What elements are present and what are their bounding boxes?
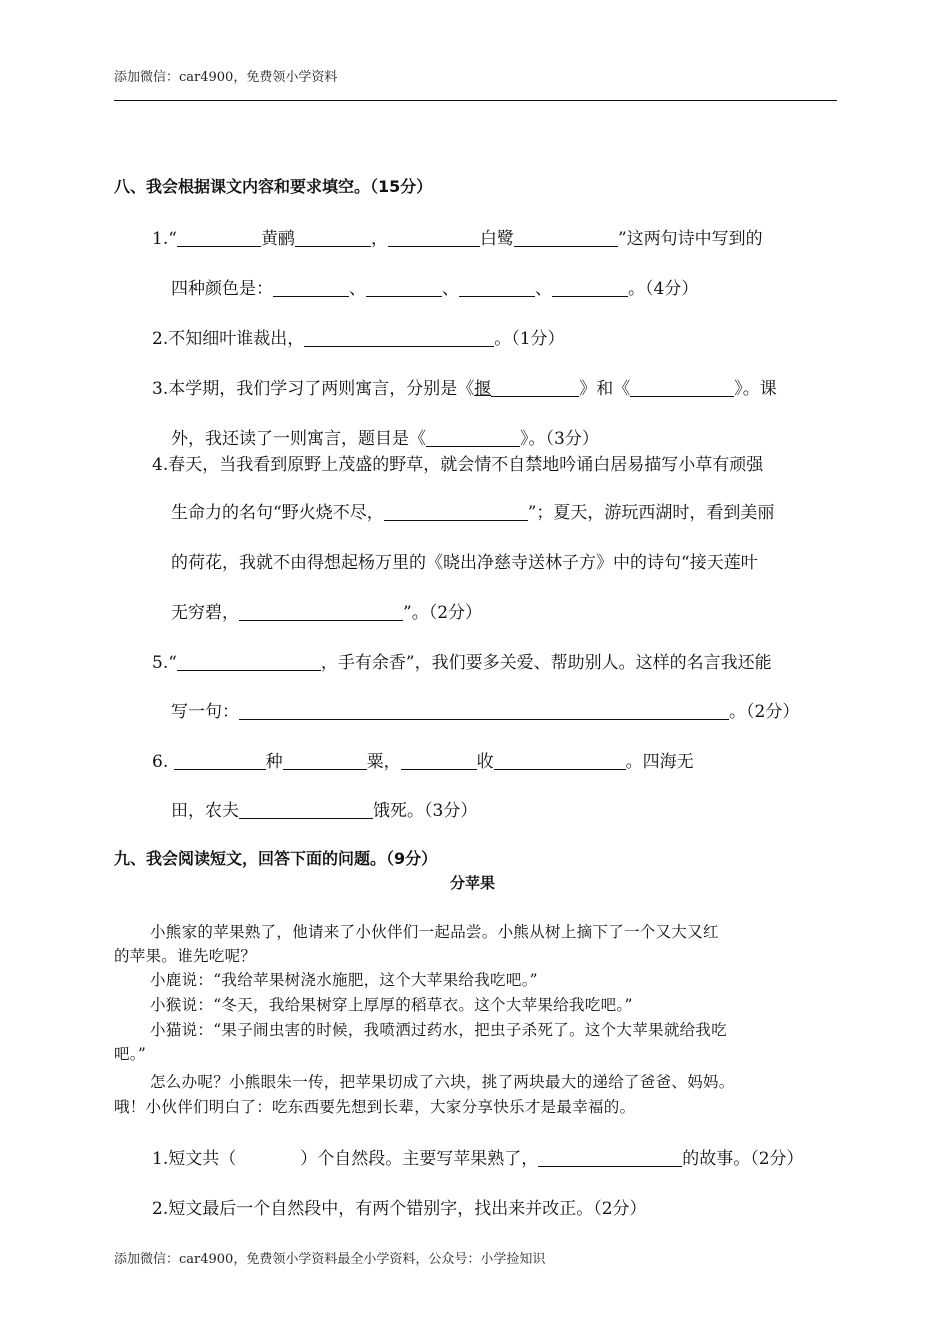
- blank[interactable]: [177, 652, 321, 671]
- blank[interactable]: [514, 228, 618, 247]
- section-9-title: 九、我会阅读短文，回答下面的问题。（9分）: [114, 849, 438, 868]
- story-title: 分苹果: [450, 874, 496, 892]
- story-line: 小鹿说：“我给苹果树浇水施肥，这个大苹果给我吃吧。”: [150, 971, 538, 989]
- blank[interactable]: [273, 278, 349, 297]
- story-line: 的苹果。谁先吃呢？: [114, 947, 257, 965]
- s8-q5-line2: 写一句： 。（2分）: [171, 702, 800, 722]
- page-header: 添加微信：car4900，免费领小学资料: [114, 70, 338, 85]
- blank[interactable]: [239, 602, 403, 621]
- s8-q6-line1: 6. 种 粟， 收 。四海无: [152, 752, 694, 772]
- blank[interactable]: [538, 1148, 682, 1167]
- blank[interactable]: [491, 378, 579, 397]
- blank[interactable]: [283, 751, 367, 770]
- s8-q4-line3: 的荷花，我就不由得想起杨万里的《晓出净慈寺送林子方》中的诗句“接天莲叶: [171, 553, 758, 573]
- s8-q4-line4: 无穷碧， ”。（2分）: [171, 603, 483, 623]
- blank[interactable]: [239, 701, 729, 720]
- s8-q5-line1: 5.“ ，手有余香”，我们要多关爱、帮助别人。这样的名言我还能: [152, 653, 772, 673]
- s8-q2: 2.不知细叶谁裁出， 。（1分）: [152, 329, 565, 349]
- s8-q6-line2: 田，农夫 饿死。（3分）: [171, 801, 478, 821]
- blank[interactable]: [630, 378, 734, 397]
- blank[interactable]: [239, 800, 373, 819]
- blank[interactable]: [177, 228, 261, 247]
- s8-q4-line1: 4.春天，当我看到原野上茂盛的野草，就会情不自禁地吟诵白居易描写小草有顽强: [152, 455, 764, 475]
- s9-q1: 1.短文共（ ）个自然段。主要写苹果熟了， 的故事。（2分）: [152, 1149, 804, 1169]
- blank[interactable]: [426, 428, 520, 447]
- blank[interactable]: [384, 502, 528, 521]
- s9-q2: 2.短文最后一个自然段中，有两个错别字，找出来并改正。（2分）: [152, 1199, 647, 1219]
- s8-q1-line1: 1.“ 黄鹂 ， 白鹭 ”这两句诗中写到的: [152, 229, 763, 249]
- page-footer: 添加微信：car4900，免费领小学资料最全小学资料，公众号：小学捡知识: [114, 1252, 546, 1267]
- blank[interactable]: [494, 751, 626, 770]
- story-line: 怎么办呢？小熊眼朱一传，把苹果切成了六块，挑了两块最大的递给了爸爸、妈妈。: [150, 1073, 735, 1091]
- blank[interactable]: [366, 278, 442, 297]
- story-line: 哦！小伙伴们明白了：吃东西要先想到长辈，大家分享快乐才是最幸福的。: [114, 1098, 636, 1116]
- blank[interactable]: [459, 278, 535, 297]
- header-divider: [114, 100, 837, 101]
- blank[interactable]: [295, 228, 371, 247]
- s8-q4-line2: 生命力的名句“野火烧不尽， ”；夏天，游玩西湖时，看到美丽: [171, 503, 775, 523]
- blank[interactable]: [552, 278, 628, 297]
- story-line: 小猴说：“冬天，我给果树穿上厚厚的稻草衣。这个大苹果给我吃吧。”: [150, 996, 633, 1014]
- story-line: 小猫说：“果子闹虫害的时候，我喷洒过药水，把虫子杀死了。这个大苹果就给我吃: [150, 1021, 728, 1039]
- story-line: 吧。”: [114, 1045, 147, 1063]
- blank[interactable]: [388, 228, 480, 247]
- blank[interactable]: [304, 328, 494, 347]
- blank[interactable]: [174, 751, 266, 770]
- section-8-title: 八、我会根据课文内容和要求填空。（15分）: [114, 177, 433, 196]
- story-line: 小熊家的苹果熟了，他请来了小伙伴们一起品尝。小熊从树上摘下了一个又大又红: [150, 923, 719, 941]
- s8-q3-line1: 3.本学期，我们学习了两则寓言，分别是《揠 》和《 》。课: [152, 379, 777, 399]
- blank[interactable]: [401, 751, 477, 770]
- s8-q1-line2: 四种颜色是： 、 、 、 。（4分）: [171, 279, 699, 299]
- s8-q3-line2: 外，我还读了一则寓言，题目是《 》。（3分）: [171, 429, 599, 449]
